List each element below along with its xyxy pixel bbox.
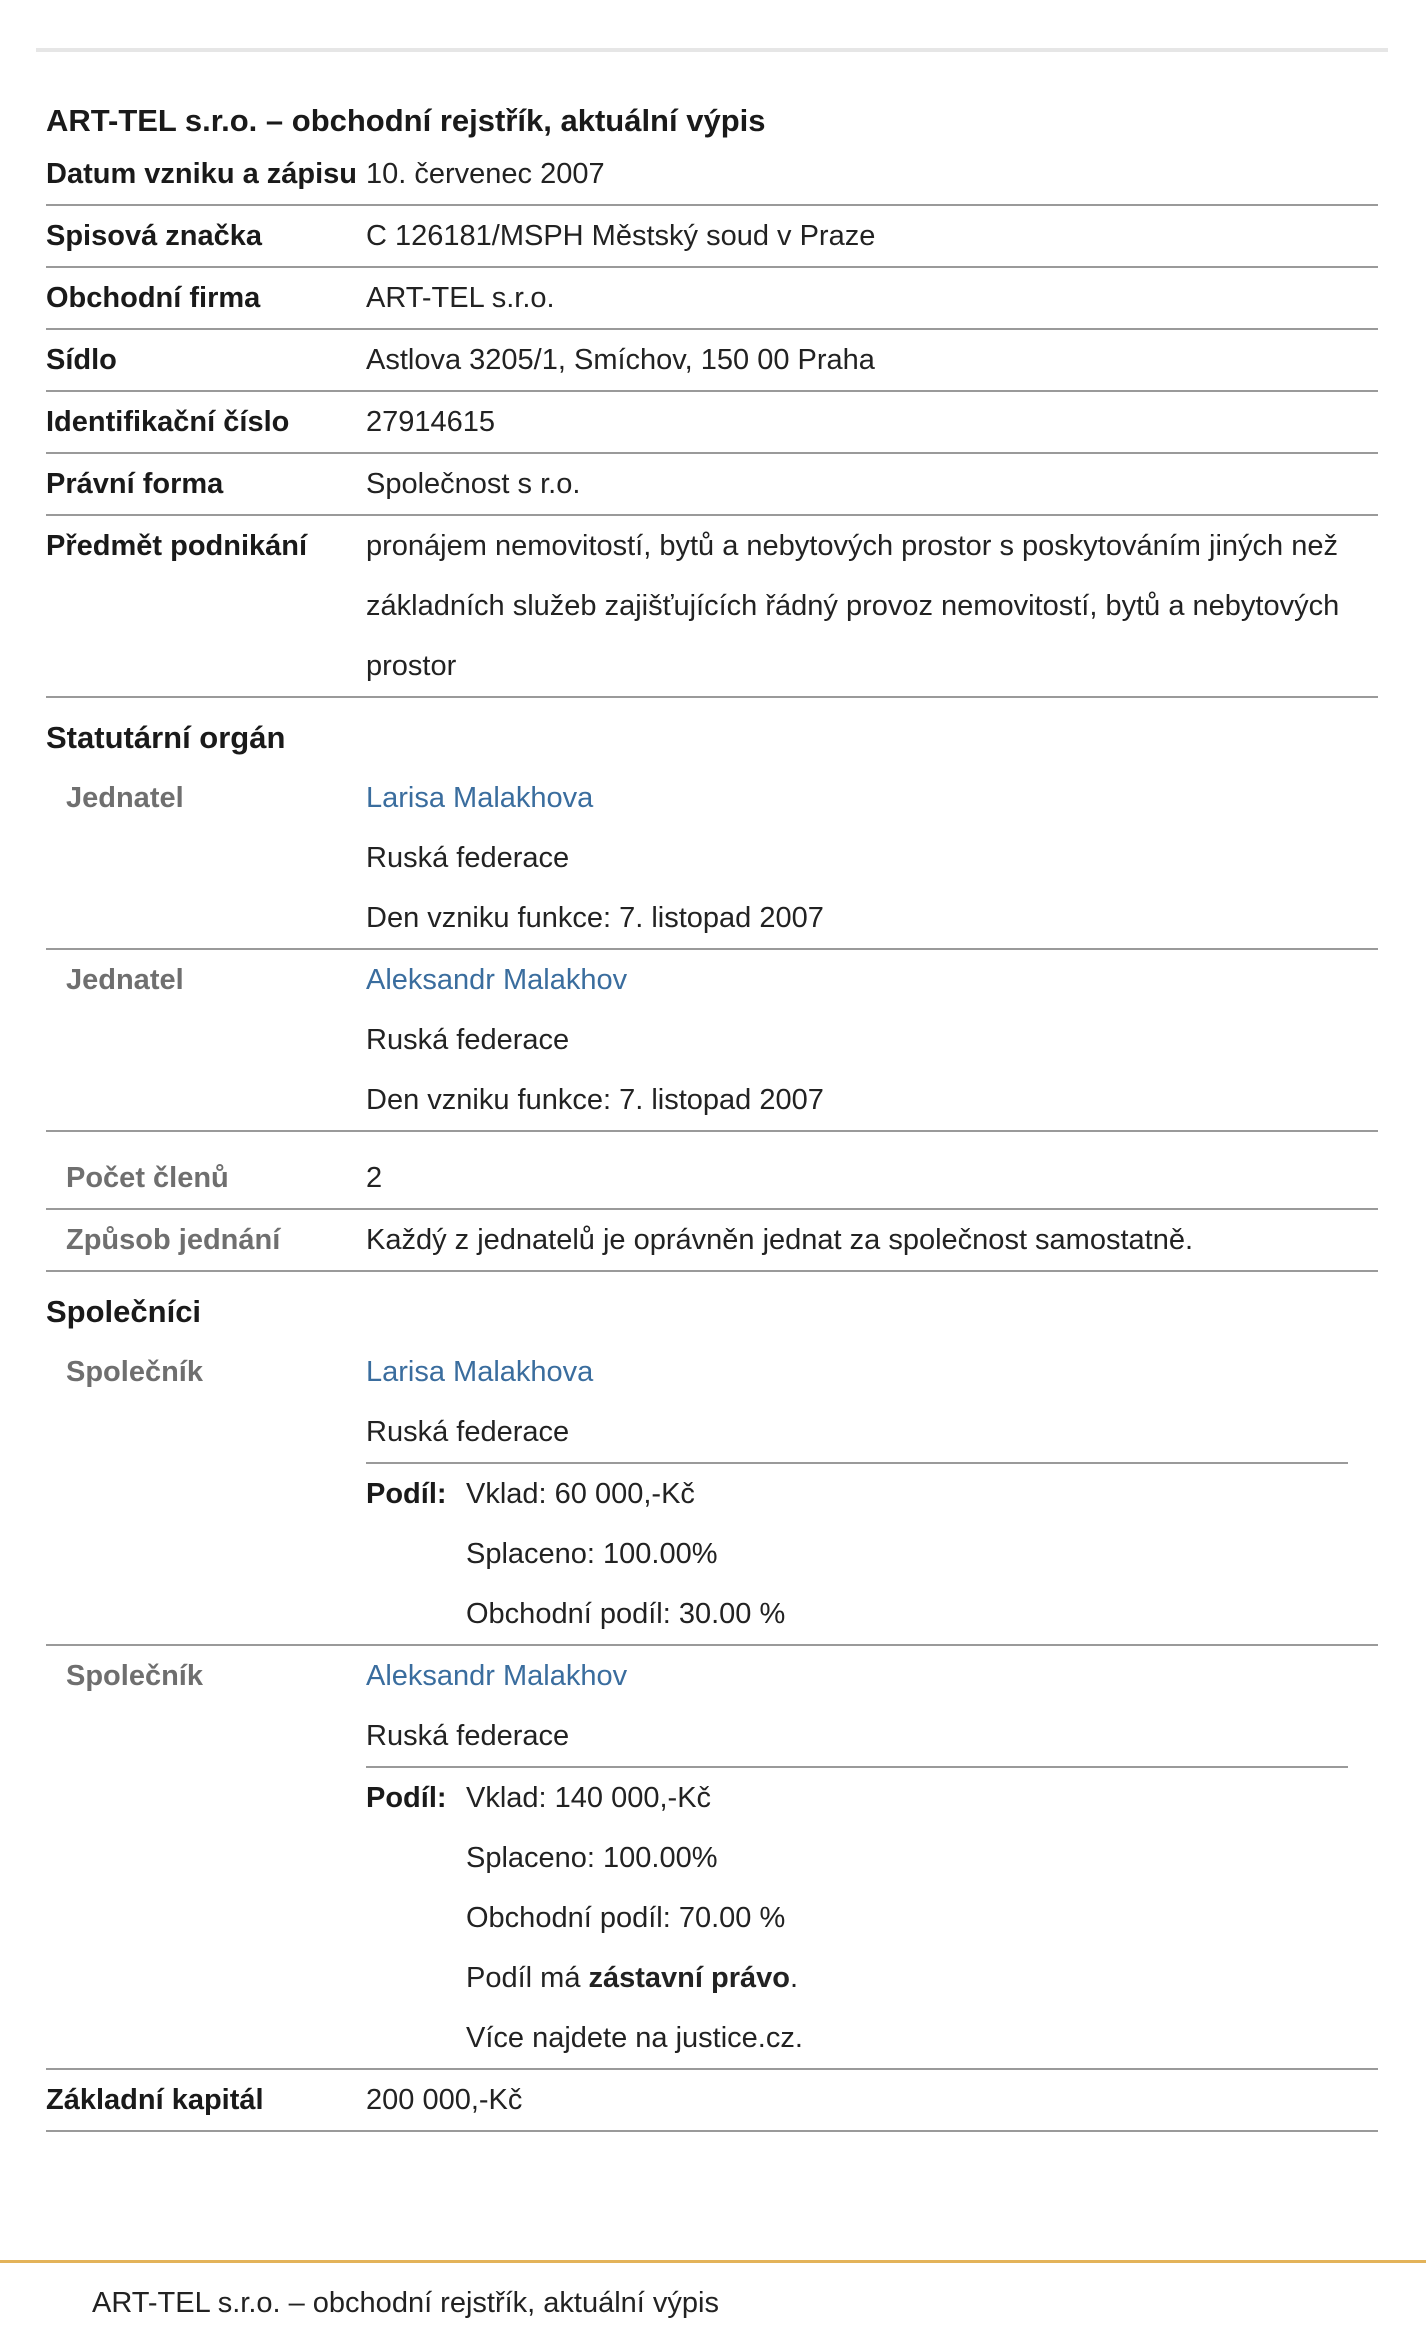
partner-share <box>366 1462 1348 1644</box>
row-seat <box>46 330 1378 392</box>
share-deposit: Vklad: 140 000,-Kč <box>466 1782 712 1814</box>
statutory-member <box>46 768 1378 950</box>
row-value: 200 000,-Kč <box>366 2084 523 2116</box>
row-label: Obchodní firma <box>46 282 261 314</box>
member-country: Ruská federace <box>366 1024 570 1056</box>
row-value: ART-TEL s.r.o. <box>366 282 555 314</box>
partner-item <box>46 1646 1378 2070</box>
member-since: Den vzniku funkce: 7. listopad 2007 <box>366 902 824 934</box>
partner-country: Ruská federace <box>366 1416 570 1448</box>
partner-name-link[interactable]: Aleksandr Malakhov <box>366 1660 628 1692</box>
row-label: Základní kapitál <box>46 2084 264 2116</box>
share-percent: Obchodní podíl: 70.00 % <box>466 1902 786 1934</box>
row-member-count <box>46 1148 1378 1210</box>
row-business-subject <box>46 516 1378 698</box>
row-label: Sídlo <box>46 344 117 376</box>
row-value: 10. červenec 2007 <box>366 158 605 190</box>
row-label: Způsob jednání <box>66 1224 281 1256</box>
share-paid: Splaceno: 100.00% <box>466 1538 718 1570</box>
partner-role: Společník <box>66 1660 203 1692</box>
row-file-number <box>46 206 1378 268</box>
page-title: ART-TEL s.r.o. – obchodní rejstřík, aktuální výpis <box>46 103 766 138</box>
row-label: Právní forma <box>46 468 224 500</box>
member-role: Jednatel <box>66 964 184 996</box>
statutory-title: Statutární orgán <box>46 720 286 755</box>
row-value: Společnost s r.o. <box>366 468 581 500</box>
footer-text: ART-TEL s.r.o. – obchodní rejstřík, aktuální výpis <box>92 2287 719 2319</box>
partners-title: Společníci <box>46 1294 202 1329</box>
member-since: Den vzniku funkce: 7. listopad 2007 <box>366 1084 824 1116</box>
share-paid: Splaceno: 100.00% <box>466 1842 718 1874</box>
share-label: Podíl: <box>366 1478 447 1510</box>
row-value: Každý z jednatelů je oprávněn jednat za společnost samostatně. <box>366 1224 1194 1256</box>
row-label: Datum vzniku a zápisu <box>46 158 358 190</box>
member-name-link[interactable]: Aleksandr Malakhov <box>366 964 628 996</box>
partner-role: Společník <box>66 1356 203 1388</box>
member-name-link[interactable]: Larisa Malakhova <box>366 782 594 814</box>
member-country: Ruská federace <box>366 842 570 874</box>
row-acting-method <box>46 1210 1378 1272</box>
row-value: pronájem nemovitostí, bytů a nebytových prostor s poskytováním jiných než základních služeb zajišťujících řádný provoz nemovitostí, bytů a nebytových prostor <box>366 530 1340 682</box>
pledge-emphasis: zástavní právo <box>588 1962 790 1994</box>
row-label: Předmět podnikání <box>46 530 308 562</box>
member-role: Jednatel <box>66 782 184 814</box>
row-label: Identifikační číslo <box>46 406 290 438</box>
partner-country: Ruská federace <box>366 1720 570 1752</box>
partner-share <box>366 1766 1348 2068</box>
share-more-info: Více najdete na justice.cz. <box>466 2022 803 2054</box>
row-value: C 126181/MSPH Městský soud v Praze <box>366 220 876 252</box>
statutory-member <box>46 950 1378 1132</box>
row-company-name <box>46 268 1378 330</box>
page-footer <box>0 2260 1426 2343</box>
share-pledge: Podíl má zástavní právo. <box>466 1962 799 1994</box>
partner-item <box>46 1342 1378 1646</box>
row-id-number <box>46 392 1378 454</box>
row-label: Počet členů <box>66 1162 229 1194</box>
register-card <box>36 48 1388 2132</box>
row-value: 2 <box>366 1162 383 1194</box>
row-label: Spisová značka <box>46 220 262 252</box>
share-percent: Obchodní podíl: 30.00 % <box>466 1598 786 1630</box>
share-label: Podíl: <box>366 1782 447 1814</box>
row-capital <box>46 2070 1378 2132</box>
row-legal-form <box>46 454 1378 516</box>
row-value: 27914615 <box>366 406 496 438</box>
partner-name-link[interactable]: Larisa Malakhova <box>366 1356 594 1388</box>
row-value: Astlova 3205/1, Smíchov, 150 00 Praha <box>366 344 875 376</box>
share-deposit: Vklad: 60 000,-Kč <box>466 1478 695 1510</box>
row-founded <box>46 144 1378 206</box>
